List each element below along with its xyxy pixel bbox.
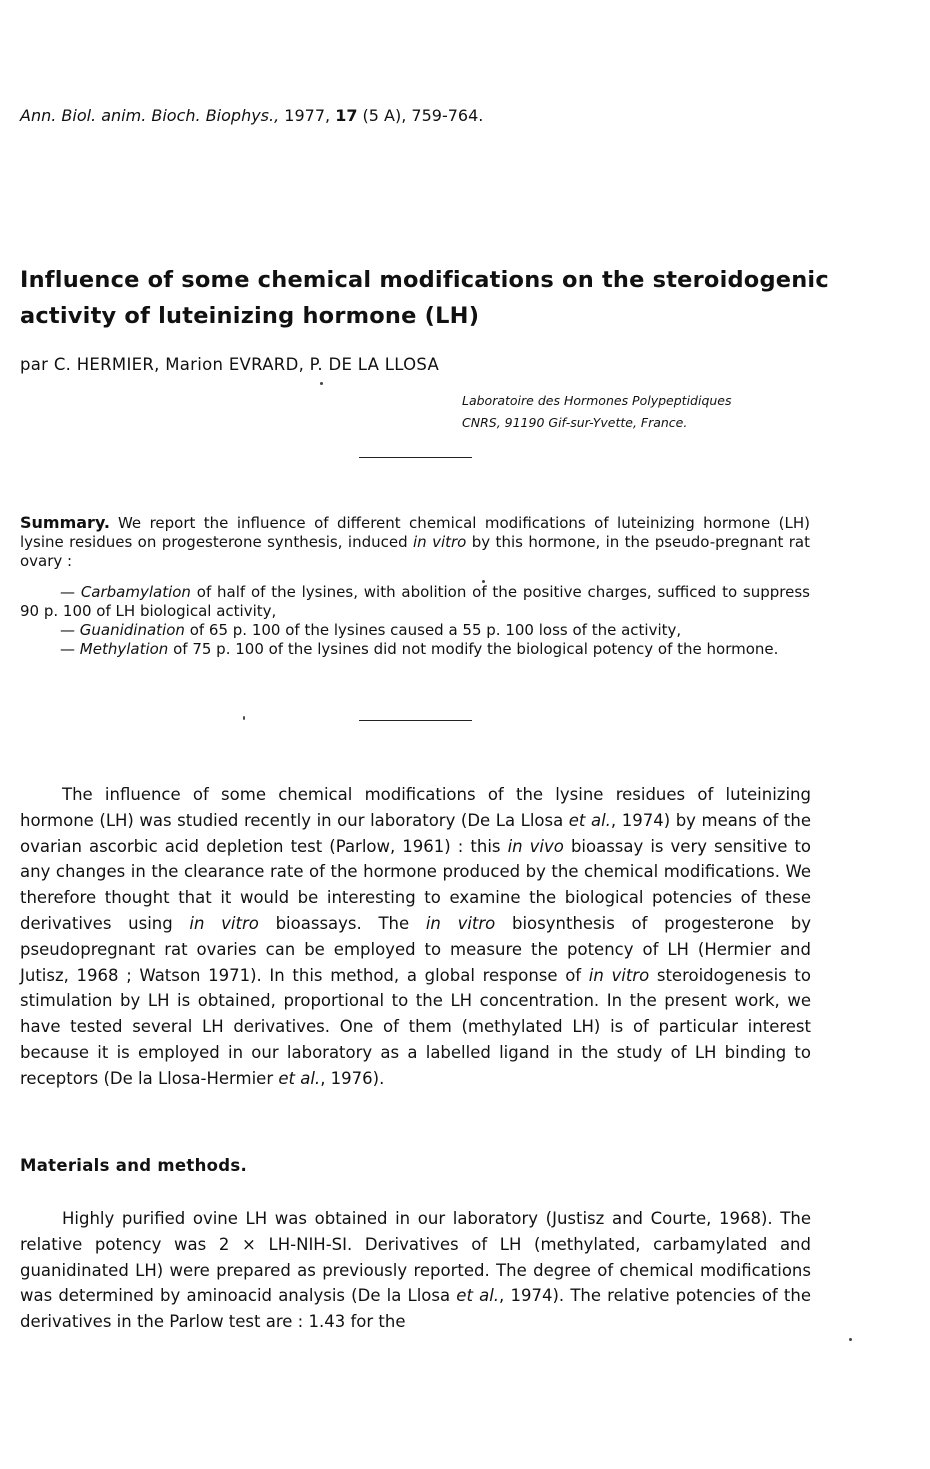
scan-speck [243, 716, 245, 720]
journal-citation: Ann. Biol. anim. Bioch. Biophys., 1977, 17 (5 A), 759-764. [20, 106, 484, 125]
summary-item-guanidination: — Guanidination of 65 p. 100 of the lysines caused a 55 p. 100 loss of the activity, [60, 621, 682, 639]
scan-speck [849, 1338, 852, 1341]
section-divider [359, 720, 472, 721]
scan-speck [482, 580, 485, 583]
summary-intro: Summary. We report the influence of different chemical modifications of luteinizing hormone (LH) lysine residues on progesterone synthesis, induced in vitro by this hormone, in the pseudo-pregnant rat ovary : [20, 513, 810, 570]
introduction-paragraph: The influence of some chemical modifications of the lysine residues of luteinizing hormone (LH) was studied recently in our laboratory (De La Llosa et al., 1974) by means of the ovarian ascorbic acid depletion test (Parlow, 1961) : this in vivo bioassay is very sensitive to any changes in the clearance rate of the hormone produced by the chemical modifications. We therefore thought that it would be interesting to examine the biological potencies of these derivatives using in vitro bioassays. The in vitro biosynthesis of progesterone by pseudopregnant rat ovaries can be employed to measure the potency of LH (Hermier and Jutisz, 1968 ; Watson 1971). In this method, a global response of in vitro steroidogenesis to stimulation by LH is obtained, proportional to the LH concentration. In the present work, we have tested several LH derivatives. One of them (methylated LH) is of particular interest because it is employed in our laboratory as a labelled ligand in the study of LH binding to receptors (De la Llosa-Hermier et al., 1976). [20, 785, 812, 1088]
affiliation-line-2: CNRS, 91190 Gif-sur-Yvette, France. [462, 415, 688, 430]
section-heading-materials-methods: Materials and methods. [20, 1156, 248, 1175]
summary-label: Summary. [20, 513, 110, 532]
summary-abstract [20, 513, 810, 659]
summary-item-methylation: — Methylation of 75 p. 100 of the lysines did not modify the biological potency of the hormone. [60, 640, 779, 658]
section-divider [359, 457, 472, 458]
author-list: par C. HERMIER, Marion EVRARD, P. DE LA LLOSA [20, 355, 440, 374]
scan-speck [320, 382, 323, 385]
methods-paragraph: Highly purified ovine LH was obtained in our laboratory (Justisz and Courte, 1968). The relative potency was 2 × LH-NIH-SI. Derivatives of LH (methylated, carbamylated and guanidinated LH) were prepared as previously reported. The degree of chemical modifications was determined by aminoacid analysis (De la Llosa et al., 1974). The relative potencies of the derivatives in the Parlow test are : 1.43 for the [20, 1209, 811, 1332]
summary-item-carbamylation: — Carbamylation of half of the lysines, with abolition of the positive charges, sufficed to suppress 90 p. 100 of LH biological activity, [20, 583, 810, 620]
affiliation [462, 390, 732, 434]
paper-title: Influence of some chemical modifications on the steroidogenic activity of luteinizing hormone (LH) [20, 267, 829, 329]
affiliation-line-1: Laboratoire des Hormones Polypeptidiques [462, 393, 732, 408]
